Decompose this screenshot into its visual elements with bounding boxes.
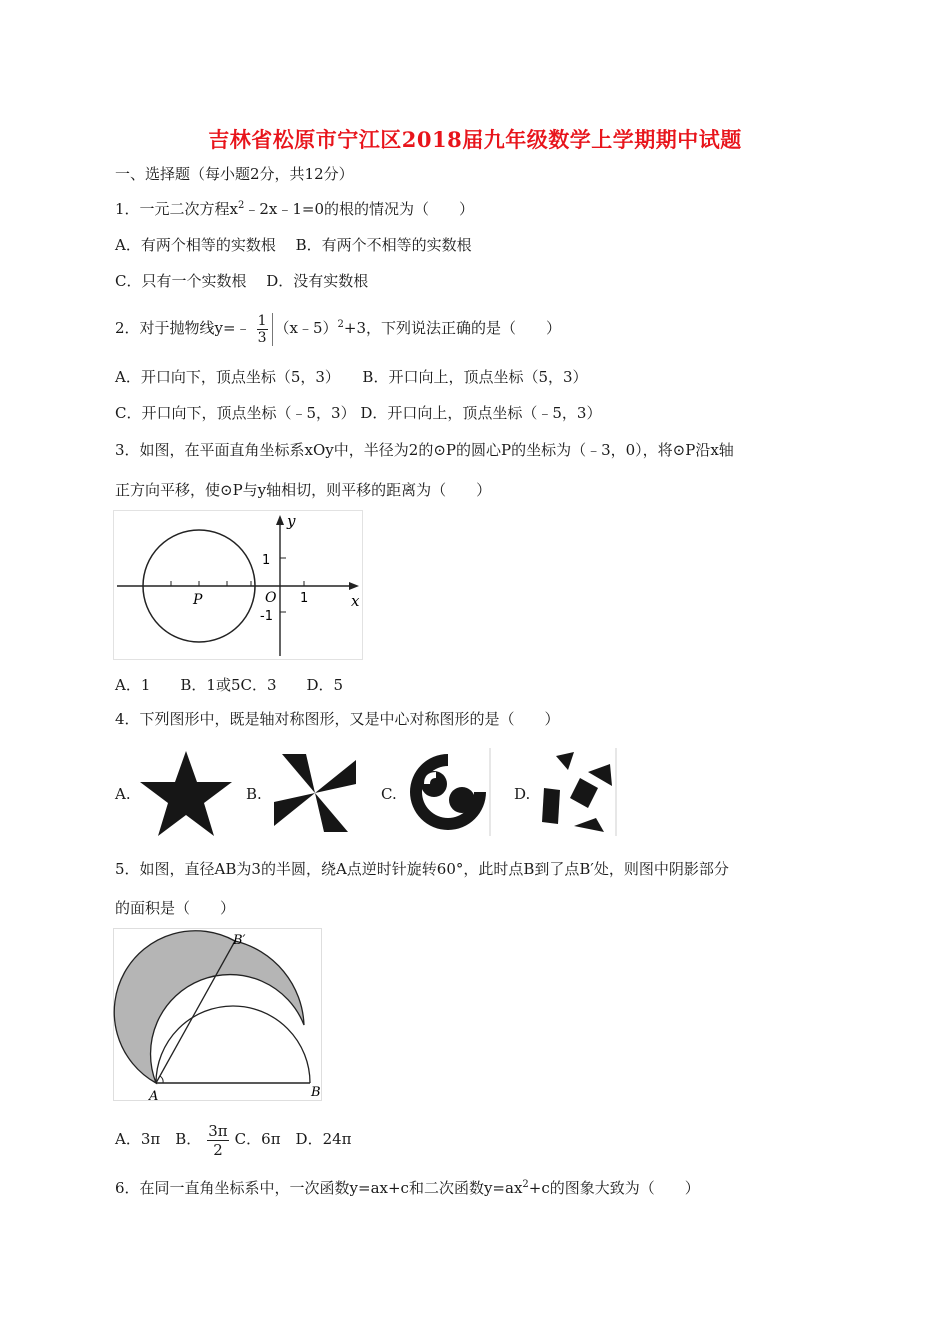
option-c-label: C.	[381, 785, 397, 803]
x-axis-arrow	[349, 582, 359, 590]
option-b-bowtie-icon	[270, 750, 360, 836]
point-b-label: B	[311, 1085, 321, 1100]
question-3-stem-line2: 正方向平移，使⊙P与y轴相切，则平移的距离为（ ）	[115, 481, 492, 499]
option-c-swirl-icon	[404, 748, 492, 836]
original-semicircle	[156, 1006, 310, 1083]
tick-label-neg1: -1	[260, 609, 273, 624]
question-5-stem-line1: 5．如图，直径AB为3的半圆，绕A点逆时针旋转60°，此时点B到了点B′处，则图中阴影部分	[115, 860, 729, 878]
question-2-options-ab: A．开口向下，顶点坐标（5，3） B．开口向上，顶点坐标（5，3）	[115, 368, 588, 386]
question-6-stem: 6．在同一直角坐标系中，一次函数y=ax+c和二次函数$y=ax^2+c$的图象大致为（ ）	[115, 1179, 700, 1197]
point-a-label: A	[149, 1089, 159, 1104]
option-a-label: A.	[115, 785, 131, 803]
page-title: 吉林省松原市宁江区2018届九年级数学上学期期中试题	[208, 127, 742, 152]
fraction-one-third: $\frac{1}{3}$	[253, 313, 273, 346]
p-label: P	[193, 592, 203, 608]
tick-label-x1: 1	[300, 591, 309, 606]
option-b-label: B.	[246, 785, 262, 803]
y-axis-arrow	[276, 515, 284, 525]
question-4-stem: 4．下列图形中，既是轴对称图形，又是中心对称图形的是（ ）	[115, 710, 560, 728]
question-3-options: A．1 B．1或5C．3 D．5	[115, 676, 344, 694]
question-1-options-cd: C．只有一个实数根 D．没有实数根	[115, 272, 369, 290]
question-1-options-ab: A．有两个相等的实数根 B．有两个不相等的实数根	[115, 236, 472, 254]
option-d-blocks-icon	[534, 748, 620, 836]
question-2-stem: 2．对于抛物线y=﹣ $\frac{1}{3}$ （x﹣5）$^2$+3，下列说法正确的是（ ）	[115, 312, 562, 346]
question-3-coordinate-figure	[113, 510, 363, 660]
shaded-region	[114, 931, 304, 1083]
section-heading: 一、选择题（每小题2分，共12分）	[115, 165, 354, 183]
fraction-three-pi-over-two: $\frac{3\pi}{2}$	[208, 1121, 228, 1159]
option-d-label: D.	[514, 785, 531, 803]
question-5-semicircle-figure	[113, 928, 325, 1104]
y-axis-label: y	[287, 512, 296, 530]
point-b-prime-label: B′	[233, 933, 246, 948]
origin-label: O	[265, 590, 277, 606]
x-axis-label: x	[351, 592, 360, 610]
question-3-stem-line1: 3．如图，在平面直角坐标系xOy中，半径为2的⊙P的圆心P的坐标为（﹣3，0），将⊙P沿x轴	[115, 441, 734, 459]
question-5-stem-line2: 的面积是（ ）	[115, 899, 236, 917]
tick-label-1: 1	[262, 553, 271, 568]
question-2-options-cd: C．开口向下，顶点坐标（﹣5，3） D．开口向上，顶点坐标（﹣5，3）	[115, 404, 602, 422]
question-5-options: A．3π B． $\frac{3\pi}{2}$ C．6π D．24π	[115, 1121, 352, 1159]
option-a-star-icon	[136, 748, 236, 838]
question-1-stem: 1．一元二次方程$x^2﹣2x﹣1=0$的根的情况为（ ）	[115, 200, 475, 218]
